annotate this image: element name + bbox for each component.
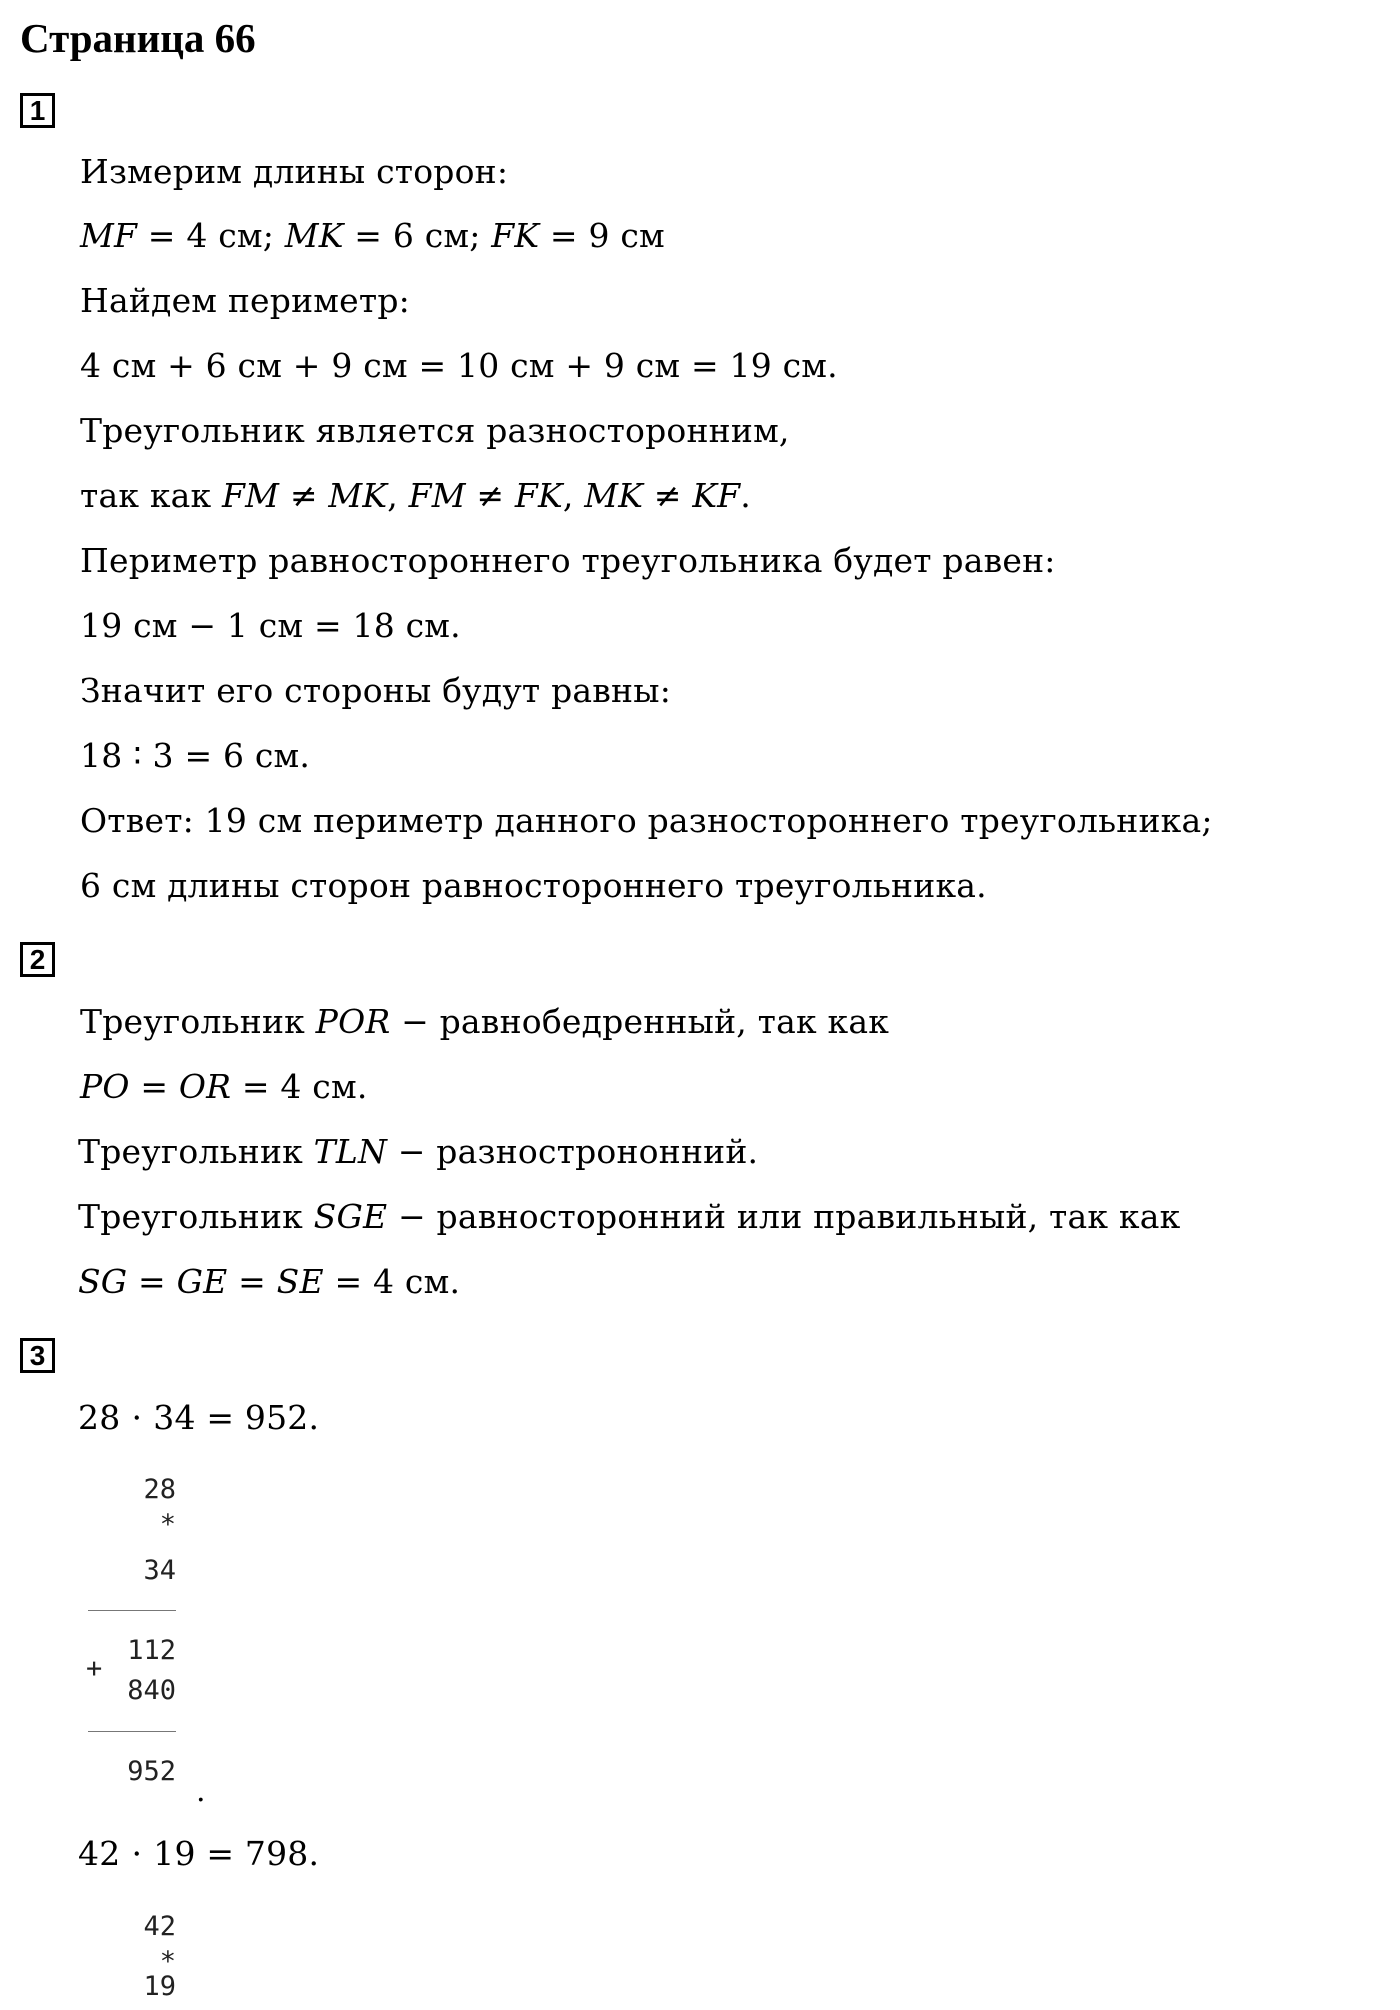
text-line: 19 см − 1 см = 18 см.: [80, 606, 461, 645]
multiply-sign: *: [159, 1509, 176, 1540]
text-line: Измерим длины сторон:: [80, 152, 509, 191]
multiplier: 34: [143, 1555, 176, 1586]
plus-sign: +: [86, 1653, 103, 1684]
multiplier: 19: [143, 1971, 176, 2002]
text-line: 𝑆𝐺 = 𝐺𝐸 = 𝑆𝐸 = 4 см.: [78, 1262, 461, 1301]
text-line: Треугольник 𝑃𝑂𝑅 − равнобедренный, так как: [80, 1002, 890, 1041]
text-line: 4 см + 6 см + 9 см = 10 см + 9 см = 19 см.: [80, 346, 838, 385]
partial-product-1: 112: [127, 1635, 176, 1666]
text-line: 6 см длины сторон равностороннего треугольника.: [80, 866, 987, 905]
task-number-3: 3: [20, 1338, 55, 1373]
text-line: Периметр равностороннего треугольника будет равен:: [80, 541, 1056, 580]
text-line: Значит его стороны будут равны:: [80, 671, 672, 710]
multiplicand: 42: [143, 1911, 176, 1942]
text-line: 18 ∶ 3 = 6 см.: [80, 736, 311, 775]
text-line: Ответ: 19 см периметр данного разностороннего треугольника;: [80, 801, 1213, 840]
task-number-2: 2: [20, 942, 55, 977]
divider-line: [88, 1731, 176, 1732]
text-line: Найдем периметр:: [80, 281, 410, 320]
equation-1: 28 ⋅ 34 = 952.: [78, 1398, 320, 1437]
text-line: Треугольник 𝑆𝐺𝐸 − равносторонний или правильный, так как: [78, 1197, 1181, 1236]
partial-product-2: 840: [127, 1675, 176, 1706]
multiply-sign: *: [159, 1946, 176, 1977]
divider-line: [88, 1610, 176, 1611]
task-number-1: 1: [20, 93, 55, 128]
text-line: Треугольник 𝑇𝐿𝑁 − разнострононний.: [78, 1132, 759, 1171]
product-result: 952: [127, 1756, 176, 1787]
text-line: Треугольник является разносторонним,: [80, 411, 790, 450]
equation-2: 42 ⋅ 19 = 798.: [78, 1834, 320, 1873]
text-line: так как 𝐹𝑀 ≠ 𝑀𝐾, 𝐹𝑀 ≠ 𝐹𝐾, 𝑀𝐾 ≠ 𝐾𝐹.: [80, 476, 751, 515]
multiplicand: 28: [143, 1474, 176, 1505]
text-line: 𝑀𝐹 = 4 см; 𝑀𝐾 = 6 см; 𝐹𝐾 = 9 см: [80, 216, 665, 255]
text-line: 𝑃𝑂 = 𝑂𝑅 = 4 см.: [80, 1067, 368, 1106]
trailing-dot: .: [196, 1774, 206, 1809]
page-title: Страница 66: [20, 15, 256, 61]
